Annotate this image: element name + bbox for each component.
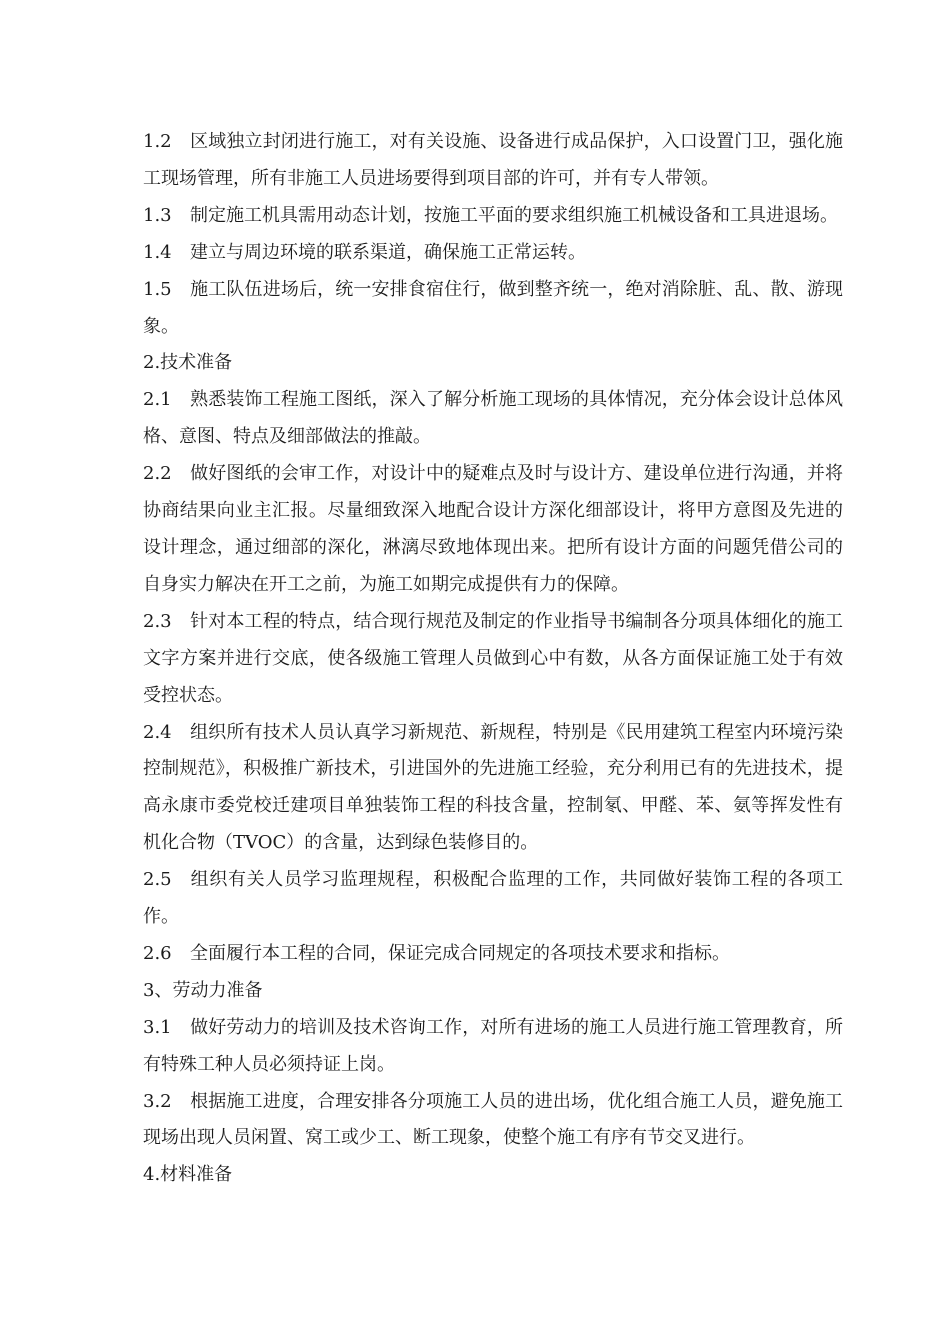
clause-text: 组织所有技术人员认真学习新规范、新规程，特别是《民用建筑工程室内环境污染控制规范》，积极推广新技术，引进国外的先进施工经验，充分利用已有的先进技术，提高永康市委党校迁建项目单独装饰工程的科技含量，控制氡、甲醛、苯、氨等挥发性有机化合物（TVOC）的含量，达到绿色装修目的。 — [143, 721, 843, 854]
clause-text: 区域独立封闭进行施工，对有关设施、设备进行成品保护，入口设置门卫，强化施工现场管理，所有非施工人员进场要得到项目部的许可，并有专人带领。 — [143, 131, 843, 189]
paragraph-3-1 — [143, 1010, 843, 1084]
clause-text: 全面履行本工程的合同，保证完成合同规定的各项技术要求和指标。 — [190, 942, 730, 964]
paragraph-1-3 — [143, 198, 843, 235]
paragraph-1-4 — [143, 235, 843, 272]
paragraph-2-4 — [143, 715, 843, 863]
clause-number: 2.1 — [143, 389, 172, 411]
clause-number: 1.3 — [143, 204, 172, 226]
clause-text: 做好图纸的会审工作，对设计中的疑难点及时与设计方、建设单位进行沟通，并将协商结果向业主汇报。尽量细致深入地配合设计方深化细部设计，将甲方意图及先进的设计理念，通过细部的深化，淋漓尽致地体现出来。把所有设计方面的问题凭借公司的自身实力解决在开工之前，为施工如期完成提供有力的保障。 — [143, 463, 843, 595]
clause-number: 2.3 — [143, 610, 172, 632]
paragraph-1-5 — [143, 272, 843, 346]
clause-text: 做好劳动力的培训及技术咨询工作，对所有进场的施工人员进行施工管理教育，所有特殊工种人员必须持证上岗。 — [143, 1016, 843, 1075]
paragraph-2-1 — [143, 382, 843, 456]
clause-text: 组织有关人员学习监理规程，积极配合监理的工作，共同做好装饰工程的各项工作。 — [143, 869, 843, 928]
clause-number: 2.4 — [143, 721, 172, 743]
clause-text: 针对本工程的特点，结合现行规范及制定的作业指导书编制各分项具体细化的施工文字方案并进行交底，使各级施工管理人员做到心中有数，从各方面保证施工处于有效受控状态。 — [143, 610, 843, 706]
clause-text: 施工队伍进场后，统一安排食宿住行，做到整齐统一，绝对消除脏、乱、散、游现象。 — [143, 278, 843, 337]
document-body — [143, 124, 843, 1194]
clause-text: 根据施工进度，合理安排各分项施工人员的进出场，优化组合施工人员，避免施工现场出现人员闲置、窝工或少工、断工现象，使整个施工有序有节交叉进行。 — [143, 1090, 843, 1149]
clause-number: 2.5 — [143, 869, 172, 891]
clause-number: 1.5 — [143, 278, 172, 300]
paragraph-3-2 — [143, 1084, 843, 1158]
clause-number: 2.6 — [143, 942, 172, 964]
section-heading-labor: 3、劳动力准备 — [143, 979, 263, 1001]
clause-number: 1.4 — [143, 241, 172, 263]
paragraph-2-5 — [143, 862, 843, 936]
paragraph-2-3 — [143, 604, 843, 715]
clause-text: 熟悉装饰工程施工图纸，深入了解分析施工现场的具体情况，充分体会设计总体风格、意图、特点及细部做法的推敲。 — [143, 389, 843, 448]
clause-number: 2.2 — [143, 463, 172, 485]
clause-number: 1.2 — [143, 131, 172, 152]
section-heading-technical: 2.技术准备 — [143, 352, 233, 374]
paragraph-1-2 — [143, 124, 843, 198]
clause-text: 建立与周边环境的联系渠道，确保施工正常运转。 — [190, 241, 586, 263]
section-heading-materials: 4.材料准备 — [143, 1164, 233, 1186]
paragraph-2-6 — [143, 936, 843, 973]
clause-number: 3.2 — [143, 1090, 172, 1112]
clause-number: 3.1 — [143, 1016, 172, 1038]
clause-text: 制定施工机具需用动态计划，按施工平面的要求组织施工机械设备和工具进退场。 — [190, 204, 838, 226]
paragraph-2-2 — [143, 456, 843, 604]
